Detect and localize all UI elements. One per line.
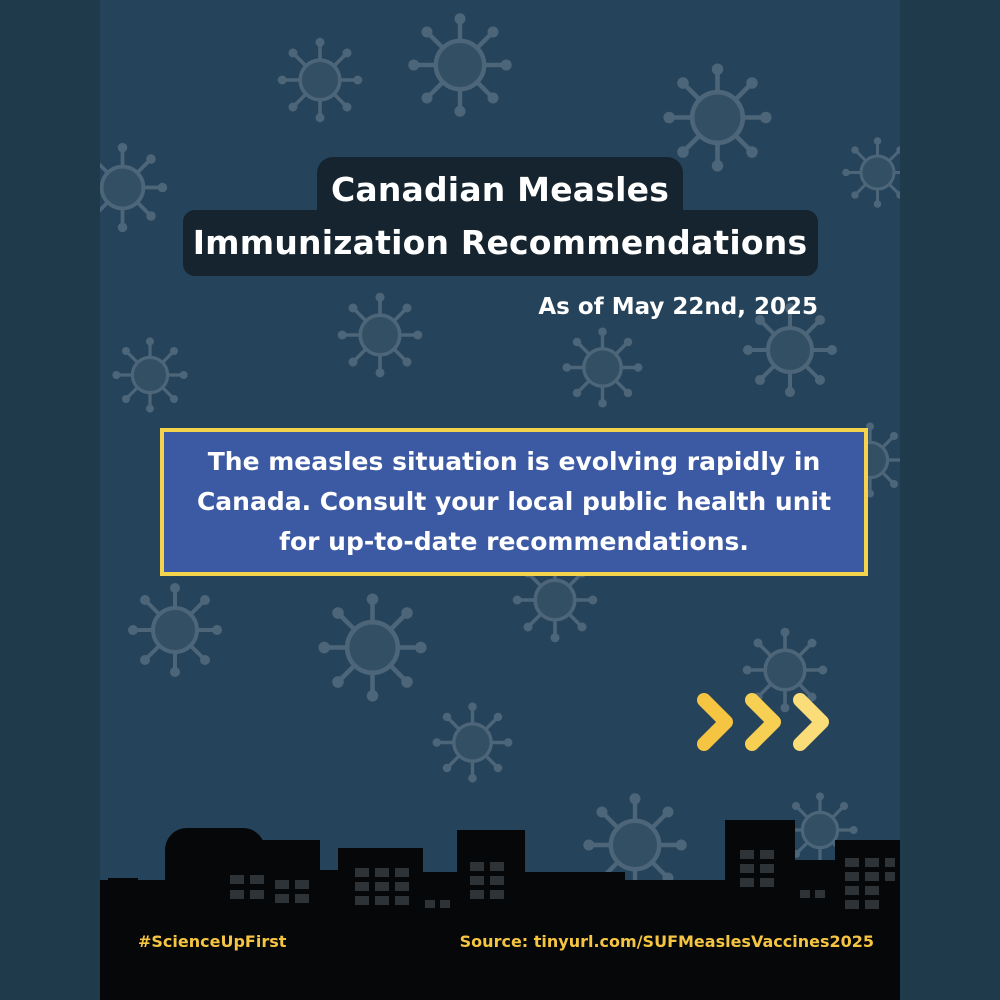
hashtag-label: #ScienceUpFirst — [138, 932, 287, 951]
virus-icon — [335, 290, 425, 380]
chevron-right-icon — [696, 690, 846, 754]
virus-icon — [430, 700, 515, 785]
date-label: As of May 22nd, 2025 — [538, 294, 818, 320]
virus-icon — [315, 590, 430, 705]
notice-text: The measles situation is evolving rapidly in Canada. Consult your local public health unit for up-to-date recommendations. — [196, 447, 832, 556]
city-skyline — [100, 810, 900, 1000]
virus-icon — [560, 325, 645, 410]
source-label: Source: tinyurl.com/SUFMeaslesVaccines2025 — [459, 932, 874, 951]
notice-box — [160, 428, 868, 576]
virus-icon — [110, 335, 190, 415]
virus-icon — [125, 580, 225, 680]
poster-panel — [100, 0, 900, 1000]
title-line-2: Immunization Recommendations — [192, 223, 808, 262]
title-block — [100, 0, 900, 300]
title-line-1: Canadian Measles — [330, 170, 670, 209]
